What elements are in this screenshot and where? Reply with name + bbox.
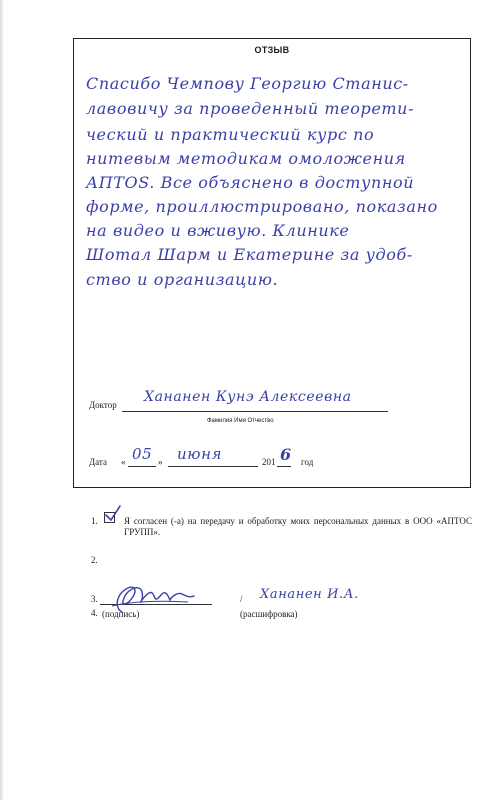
date-close-quote: »: [158, 457, 163, 467]
consent-item-4-number: 4.: [91, 608, 98, 618]
date-month-value: июня: [177, 445, 223, 463]
signature-caption: (подпись): [102, 609, 140, 619]
date-year-prefix: 201: [262, 457, 276, 467]
scan-edge-shadow: [0, 0, 4, 800]
doctor-label: Доктор: [89, 400, 117, 410]
review-line-2: лавовичу за проведенный теорети-: [86, 99, 415, 118]
date-open-quote: «: [121, 457, 126, 467]
review-line-8: Шотал Шарм и Екатерине за удоб-: [86, 245, 413, 264]
review-line-7: на видео и вживую. Клинике: [86, 221, 350, 240]
doctor-name-caption: Фамилия Имя Отчество: [207, 418, 274, 424]
review-line-5: АПТОS. Все объяснено в доступной: [86, 173, 415, 192]
signature-slash: /: [240, 594, 243, 604]
date-year-suffix: год: [301, 457, 314, 467]
consent-item-1-number: 1.: [91, 516, 98, 526]
review-line-4: нитевым методикам омоложения: [86, 149, 406, 168]
consent-text: [124, 516, 472, 538]
consent-item-2-number: 2.: [91, 555, 98, 565]
doctor-name-value: Хананен Кунэ Алексеевна: [144, 389, 352, 405]
date-day-value: 05: [132, 445, 153, 463]
date-day-line: [128, 466, 156, 467]
doctor-name-line: [122, 411, 388, 412]
date-year-digit: 6: [280, 445, 292, 464]
decoding-value: Хананен И.А.: [260, 587, 359, 602]
review-line-1: Спасибо Чемпову Георгию Станис-: [86, 74, 409, 93]
review-line-9: ство и организацию.: [86, 270, 279, 289]
consent-item-3-number: 3.: [91, 594, 98, 604]
review-line-3: ческий и практический курс по: [86, 125, 375, 144]
consent-text-value: Я согласен (-а) на передачу и обработку моих персональных данных в ООО «АПТОС ГРУПП».: [124, 516, 472, 537]
review-form-box: [73, 38, 471, 488]
review-line-6: форме, проиллюстрировано, показано: [86, 197, 438, 216]
check-mark-icon: [104, 505, 122, 523]
date-month-line: [168, 466, 258, 467]
date-label: Дата: [89, 457, 107, 467]
decoding-caption: (расшифровка): [240, 609, 298, 619]
form-title: ОТЗЫВ: [254, 45, 290, 55]
date-year-line: [277, 466, 291, 467]
